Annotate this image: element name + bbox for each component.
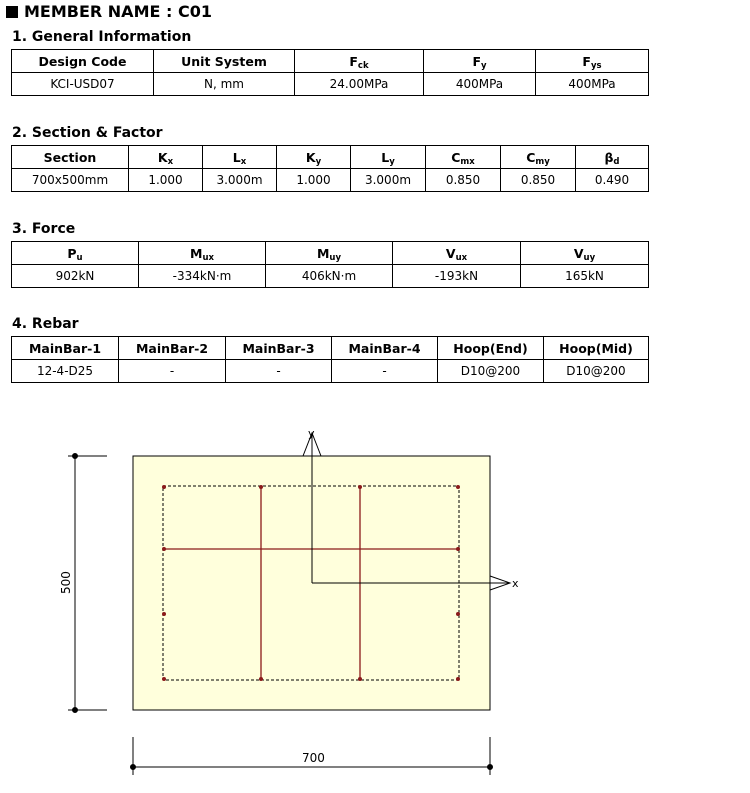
value-hoop-end: D10@200 <box>438 360 544 383</box>
value-cmy: 0.850 <box>501 169 576 192</box>
value-design-code: KCI-USD07 <box>12 73 154 96</box>
value-fck: 24.00MPa <box>295 73 424 96</box>
member-name: C01 <box>177 2 212 21</box>
header-fy: $F_y$ <box>424 50 536 73</box>
height-dimension-label: 500 <box>59 571 73 594</box>
header-hoop-end: Hoop(End) <box>438 337 544 360</box>
value-beta-d: 0.490 <box>576 169 649 192</box>
header-design-code: Design Code <box>12 50 154 73</box>
value-cmx: 0.850 <box>426 169 501 192</box>
header-vux: $V_{ux}$ <box>393 242 521 265</box>
value-hoop-mid: D10@200 <box>544 360 649 383</box>
value-fys: 400MPa <box>536 73 649 96</box>
width-dimension-label: 700 <box>302 751 325 765</box>
value-pu: 902kN <box>12 265 139 288</box>
header-lx: $L_x$ <box>203 146 277 169</box>
value-ly: 3.000m <box>351 169 426 192</box>
y-axis-label: y <box>308 427 315 440</box>
value-vux: -193kN <box>393 265 521 288</box>
value-mainbar-3: - <box>226 360 332 383</box>
header-cmy: $C_{my}$ <box>501 146 576 169</box>
header-muy: $M_{uy}$ <box>266 242 393 265</box>
value-kx: 1.000 <box>129 169 203 192</box>
header-kx: $K_x$ <box>129 146 203 169</box>
value-mainbar-1: 12-4-D25 <box>12 360 119 383</box>
header-mux: $M_{ux}$ <box>139 242 266 265</box>
height-dimension <box>68 454 107 713</box>
value-mainbar-4: - <box>332 360 438 383</box>
header-mainbar-1: MainBar-1 <box>12 337 119 360</box>
header-beta-d: $\beta_d$ <box>576 146 649 169</box>
header-mainbar-4: MainBar-4 <box>332 337 438 360</box>
member-label: MEMBER NAME : <box>24 2 173 21</box>
x-axis-label: x <box>512 577 519 590</box>
value-vuy: 165kN <box>521 265 649 288</box>
value-lx: 3.000m <box>203 169 277 192</box>
value-mux: -334kN·m <box>139 265 266 288</box>
header-hoop-mid: Hoop(Mid) <box>544 337 649 360</box>
header-mainbar-2: MainBar-2 <box>119 337 226 360</box>
header-section: Section <box>12 146 129 169</box>
header-mainbar-3: MainBar-3 <box>226 337 332 360</box>
value-section: 700x500mm <box>12 169 129 192</box>
general-info-heading: 1. General Information <box>12 29 192 45</box>
header-unit-system: Unit System <box>154 50 295 73</box>
header-ky: $K_y$ <box>277 146 351 169</box>
rebar-heading: 4. Rebar <box>12 316 79 332</box>
header-cmx: $C_{mx}$ <box>426 146 501 169</box>
force-heading: 3. Force <box>12 221 76 237</box>
value-mainbar-2: - <box>119 360 226 383</box>
header-ly: $L_y$ <box>351 146 426 169</box>
header-fck: $F_{ck}$ <box>295 50 424 73</box>
value-ky: 1.000 <box>277 169 351 192</box>
value-unit-system: N, mm <box>154 73 295 96</box>
header-vuy: $V_{uy}$ <box>521 242 649 265</box>
header-fys: $F_{ys}$ <box>536 50 649 73</box>
value-fy: 400MPa <box>424 73 536 96</box>
value-muy: 406kN·m <box>266 265 393 288</box>
header-pu: $P_u$ <box>12 242 139 265</box>
section-factor-heading: 2. Section & Factor <box>12 125 163 141</box>
